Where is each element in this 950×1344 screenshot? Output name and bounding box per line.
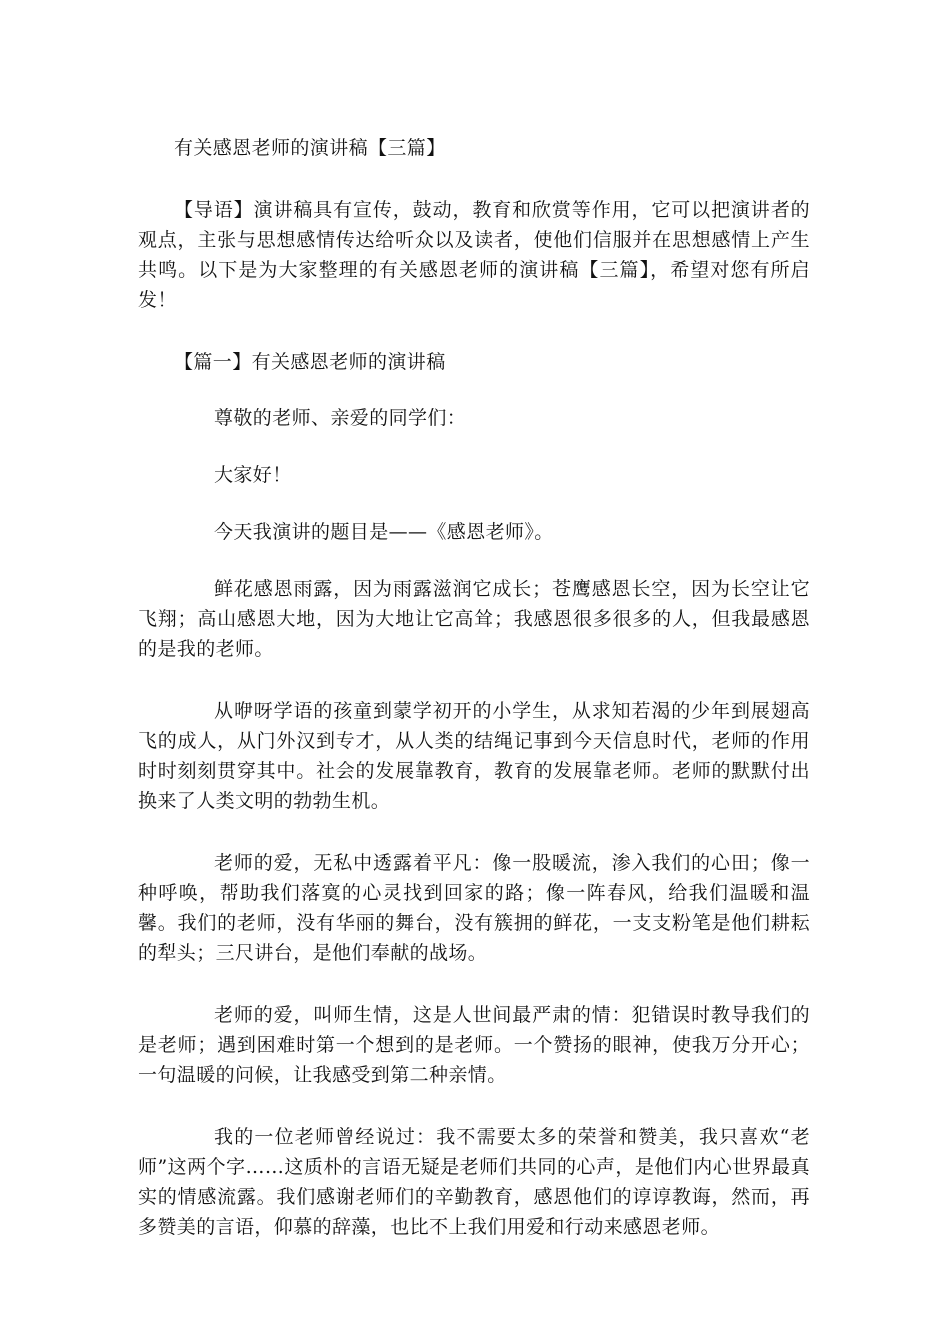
body-paragraph: 鲜花感恩雨露，因为雨露滋润它成长；苍鹰感恩长空，因为长空让它飞翔；高山感恩大地，因为大地让它高耸；我感恩很多很多的人，但我最感恩的是我的老师。 xyxy=(138,578,810,660)
salutation: 尊敬的老师、亲爱的同学们： xyxy=(214,407,467,429)
body-paragraph: 我的一位老师曾经说过：我不需要太多的荣誉和赞美，我只喜欢“老师”这两个字……这质朴的言语无疑是老师们共同的心声，是他们内心世界最真实的情感流露。我们感谢老师们的辛勤教育，感恩他们的谆谆教诲，然而，再多赞美的言语，仰慕的辞藻，也比不上我们用爱和行动来感恩老师。 xyxy=(138,1126,810,1238)
body-paragraph: 从咿呀学语的孩童到蒙学初开的小学生，从求知若渴的少年到展翅高飞的成人，从门外汉到专才，从人类的结绳记事到今天信息时代，老师的作用时时刻刻贯穿其中。社会的发展靠教育，教育的发展靠老师。老师的默默付出换来了人类文明的勃勃生机。 xyxy=(138,700,810,812)
document-page xyxy=(138,133,810,1274)
body-paragraph: 老师的爱，无私中透露着平凡：像一股暖流，渗入我们的心田；像一种呼唤，帮助我们落寞的心灵找到回家的路；像一阵春风，给我们温暖和温馨。我们的老师，没有华丽的舞台，没有簇拥的鲜花，一支支粉笔是他们耕耘的犁头；三尺讲台，是他们奉献的战场。 xyxy=(138,852,810,964)
greeting: 大家好！ xyxy=(214,464,292,486)
body-paragraph: 老师的爱，叫师生情，这是人世间最严肃的情：犯错误时教导我们的是老师；遇到困难时第一个想到的是老师。一个赞扬的眼神，使我万分开心；一句温暖的问候，让我感受到第二种亲情。 xyxy=(138,1004,810,1086)
section-heading: 【篇一】有关感恩老师的演讲稿 xyxy=(174,351,446,373)
document-title: 有关感恩老师的演讲稿【三篇】 xyxy=(174,137,446,159)
speech-topic: 今天我演讲的题目是——《感恩老师》。 xyxy=(214,521,554,543)
intro-text: 【导语】演讲稿具有宣传，鼓动，教育和欣赏等作用，它可以把演讲者的观点，主张与思想感情传达给听众以及读者，使他们信服并在思想感情上产生共鸣。以下是为大家整理的有关感恩老师的演讲稿【三篇】，希望对您有所启发！ xyxy=(138,199,810,311)
intro-paragraph xyxy=(138,195,810,315)
